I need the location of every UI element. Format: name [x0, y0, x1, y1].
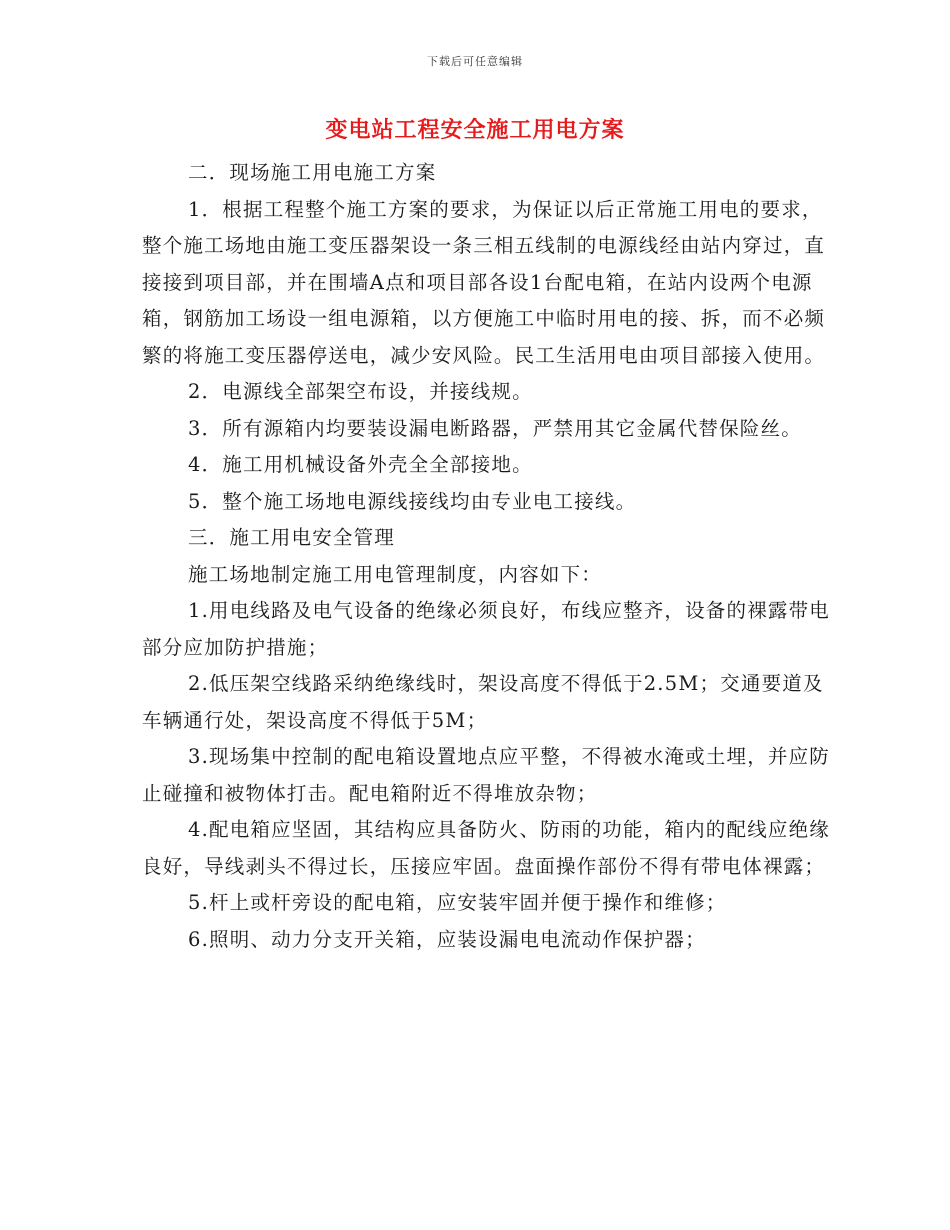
- rule-item-5: 5.杆上或杆旁设的配电箱，应安装牢固并便于操作和维修；: [188, 891, 727, 914]
- paragraph-item-1: 1．根据工程整个施工方案的要求，为保证以后正常施工用电的要求，整个施工场地由施工变压器架设一条三相五线制的电源线经由站内穿过，直接接到项目部，并在围墙A点和项目部各设1台配电箱，在站内设两个电源箱，钢筋加工场设一组电源箱，以方便施工中临时用电的接、拆，而不必频繁的将施工变压器停送电，减少安风险。民工生活用电由项目部接入使用。: [142, 197, 826, 367]
- paragraph-item-5: 5．整个施工场地电源线接线均由专业电工接线。: [188, 489, 637, 513]
- document-title: 变电站工程安全施工用电方案: [325, 118, 625, 143]
- section-heading-3: 三．施工用电安全管理: [188, 526, 396, 549]
- paragraph-item-4: 4．施工用机械设备外壳全全部接地。: [188, 453, 533, 476]
- rule-item-4: 4.配电箱应坚固，其结构应具备防火、防雨的功能，箱内的配线应绝缘良好，导线剥头不得过长，压接应牢固。盘面操作部份不得有带电体裸露；: [142, 818, 831, 878]
- paragraph-item-2: 2．电源线全部架空布设，并接线规。: [188, 380, 533, 403]
- rule-item-3: 3.现场集中控制的配电箱设置地点应平整，不得被水淹或土埋，并应防止碰撞和被物体打击。配电箱附近不得堆放杂物；: [142, 745, 831, 805]
- paragraph-item-3: 3．所有源箱内均要装设漏电断路器，严禁用其它金属代替保险丝。: [188, 416, 802, 440]
- rule-item-2: 2.低压架空线路采纳绝缘线时，架设高度不得低于2.5M；交通要道及车辆通行处，架设高度不得低于5M；: [142, 672, 824, 732]
- rule-item-1: 1.用电线路及电气设备的绝缘必须良好，布线应整齐，设备的裸露带电部分应加防护措施；: [142, 599, 831, 659]
- header-note: 下载后可任意编辑: [427, 55, 523, 68]
- document-body: [142, 155, 832, 958]
- section-heading-2: 二．现场施工用电施工方案: [188, 161, 437, 184]
- paragraph-intro: 施工场地制定施工用电管理制度，内容如下：: [188, 562, 603, 586]
- rule-item-6: 6.照明、动力分支开关箱，应装设漏电电流动作保护器；: [188, 927, 706, 951]
